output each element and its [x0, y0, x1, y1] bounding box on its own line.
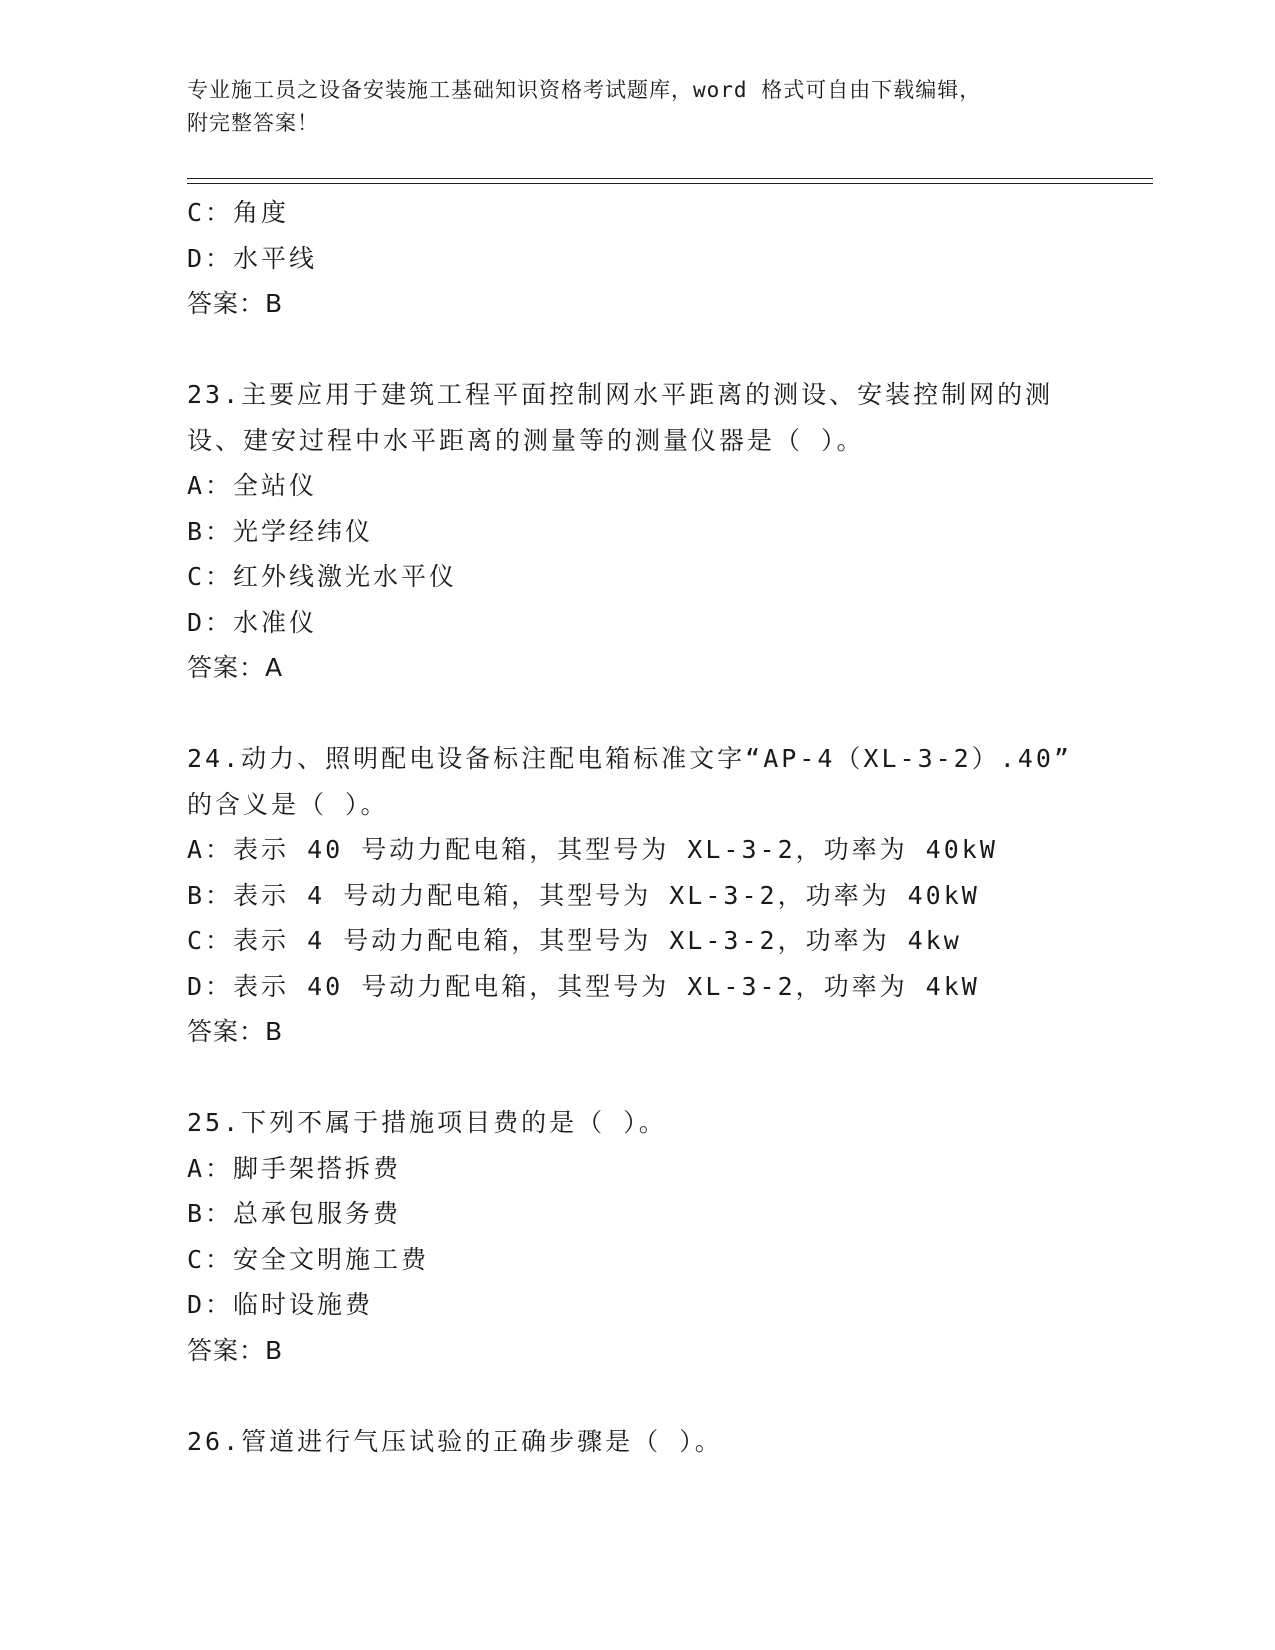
answer: 答案：B — [187, 1335, 284, 1365]
question-stem-line-1: 23.主要应用于建筑工程平面控制网水平距离的测设、安装控制网的测 — [187, 380, 1054, 409]
question-stem-line-2: 设、建安过程中水平距离的测量等的测量仪器是（ ）。 — [187, 425, 865, 455]
spacer — [187, 1055, 1087, 1101]
answer: 答案：A — [187, 653, 284, 682]
question-24 — [187, 736, 1087, 1055]
option-c: C：安全文明施工费 — [187, 1244, 430, 1274]
answer: 答案：B — [187, 289, 284, 318]
document-body — [187, 190, 1087, 1464]
header-divider-top — [187, 178, 1153, 179]
option-a: A：表示 40 号动力配电箱，其型号为 XL-3-2，功率为 40kW — [187, 835, 998, 864]
option-b: B：总承包服务费 — [187, 1199, 402, 1228]
header-divider-bottom — [187, 183, 1153, 184]
spacer — [187, 327, 1087, 373]
question-stem-line-1: 26.管道进行气压试验的正确步骤是（ ）。 — [187, 1426, 723, 1456]
header-line-1: 专业施工员之设备安装施工基础知识资格考试题库，word 格式可自由下载编辑， — [187, 78, 982, 102]
option-d: D：水平线 — [187, 243, 318, 273]
option-b: B：表示 4 号动力配电箱，其型号为 XL-3-2，功率为 40kW — [187, 880, 980, 910]
document-header — [187, 74, 1087, 140]
option-a: A：脚手架搭拆费 — [187, 1153, 402, 1183]
option-d: D：临时设施费 — [187, 1290, 374, 1319]
question-stem-line-1: 24.动力、照明配电设备标注配电箱标准文字“AP-4（XL-3-2）.40” — [187, 744, 1072, 773]
spacer — [187, 691, 1087, 737]
option-c: C：表示 4 号动力配电箱，其型号为 XL-3-2，功率为 4kw — [187, 926, 962, 955]
spacer — [187, 1373, 1087, 1419]
question-23 — [187, 372, 1087, 691]
option-a: A：全站仪 — [187, 471, 318, 500]
option-c: C：角度 — [187, 198, 290, 227]
option-d: D：水准仪 — [187, 607, 318, 637]
question-stem-line-2: 的含义是（ ）。 — [187, 789, 389, 819]
question-25 — [187, 1100, 1087, 1373]
option-b: B：光学经纬仪 — [187, 516, 374, 546]
answer: 答案：B — [187, 1017, 284, 1046]
question-22-partial — [187, 190, 1087, 327]
question-26 — [187, 1419, 1087, 1465]
question-stem-line-1: 25.下列不属于措施项目费的是（ ）。 — [187, 1108, 667, 1137]
option-d: D：表示 40 号动力配电箱，其型号为 XL-3-2，功率为 4kW — [187, 971, 980, 1001]
option-c: C：红外线激光水平仪 — [187, 562, 458, 591]
header-line-2: 附完整答案！ — [187, 111, 319, 135]
